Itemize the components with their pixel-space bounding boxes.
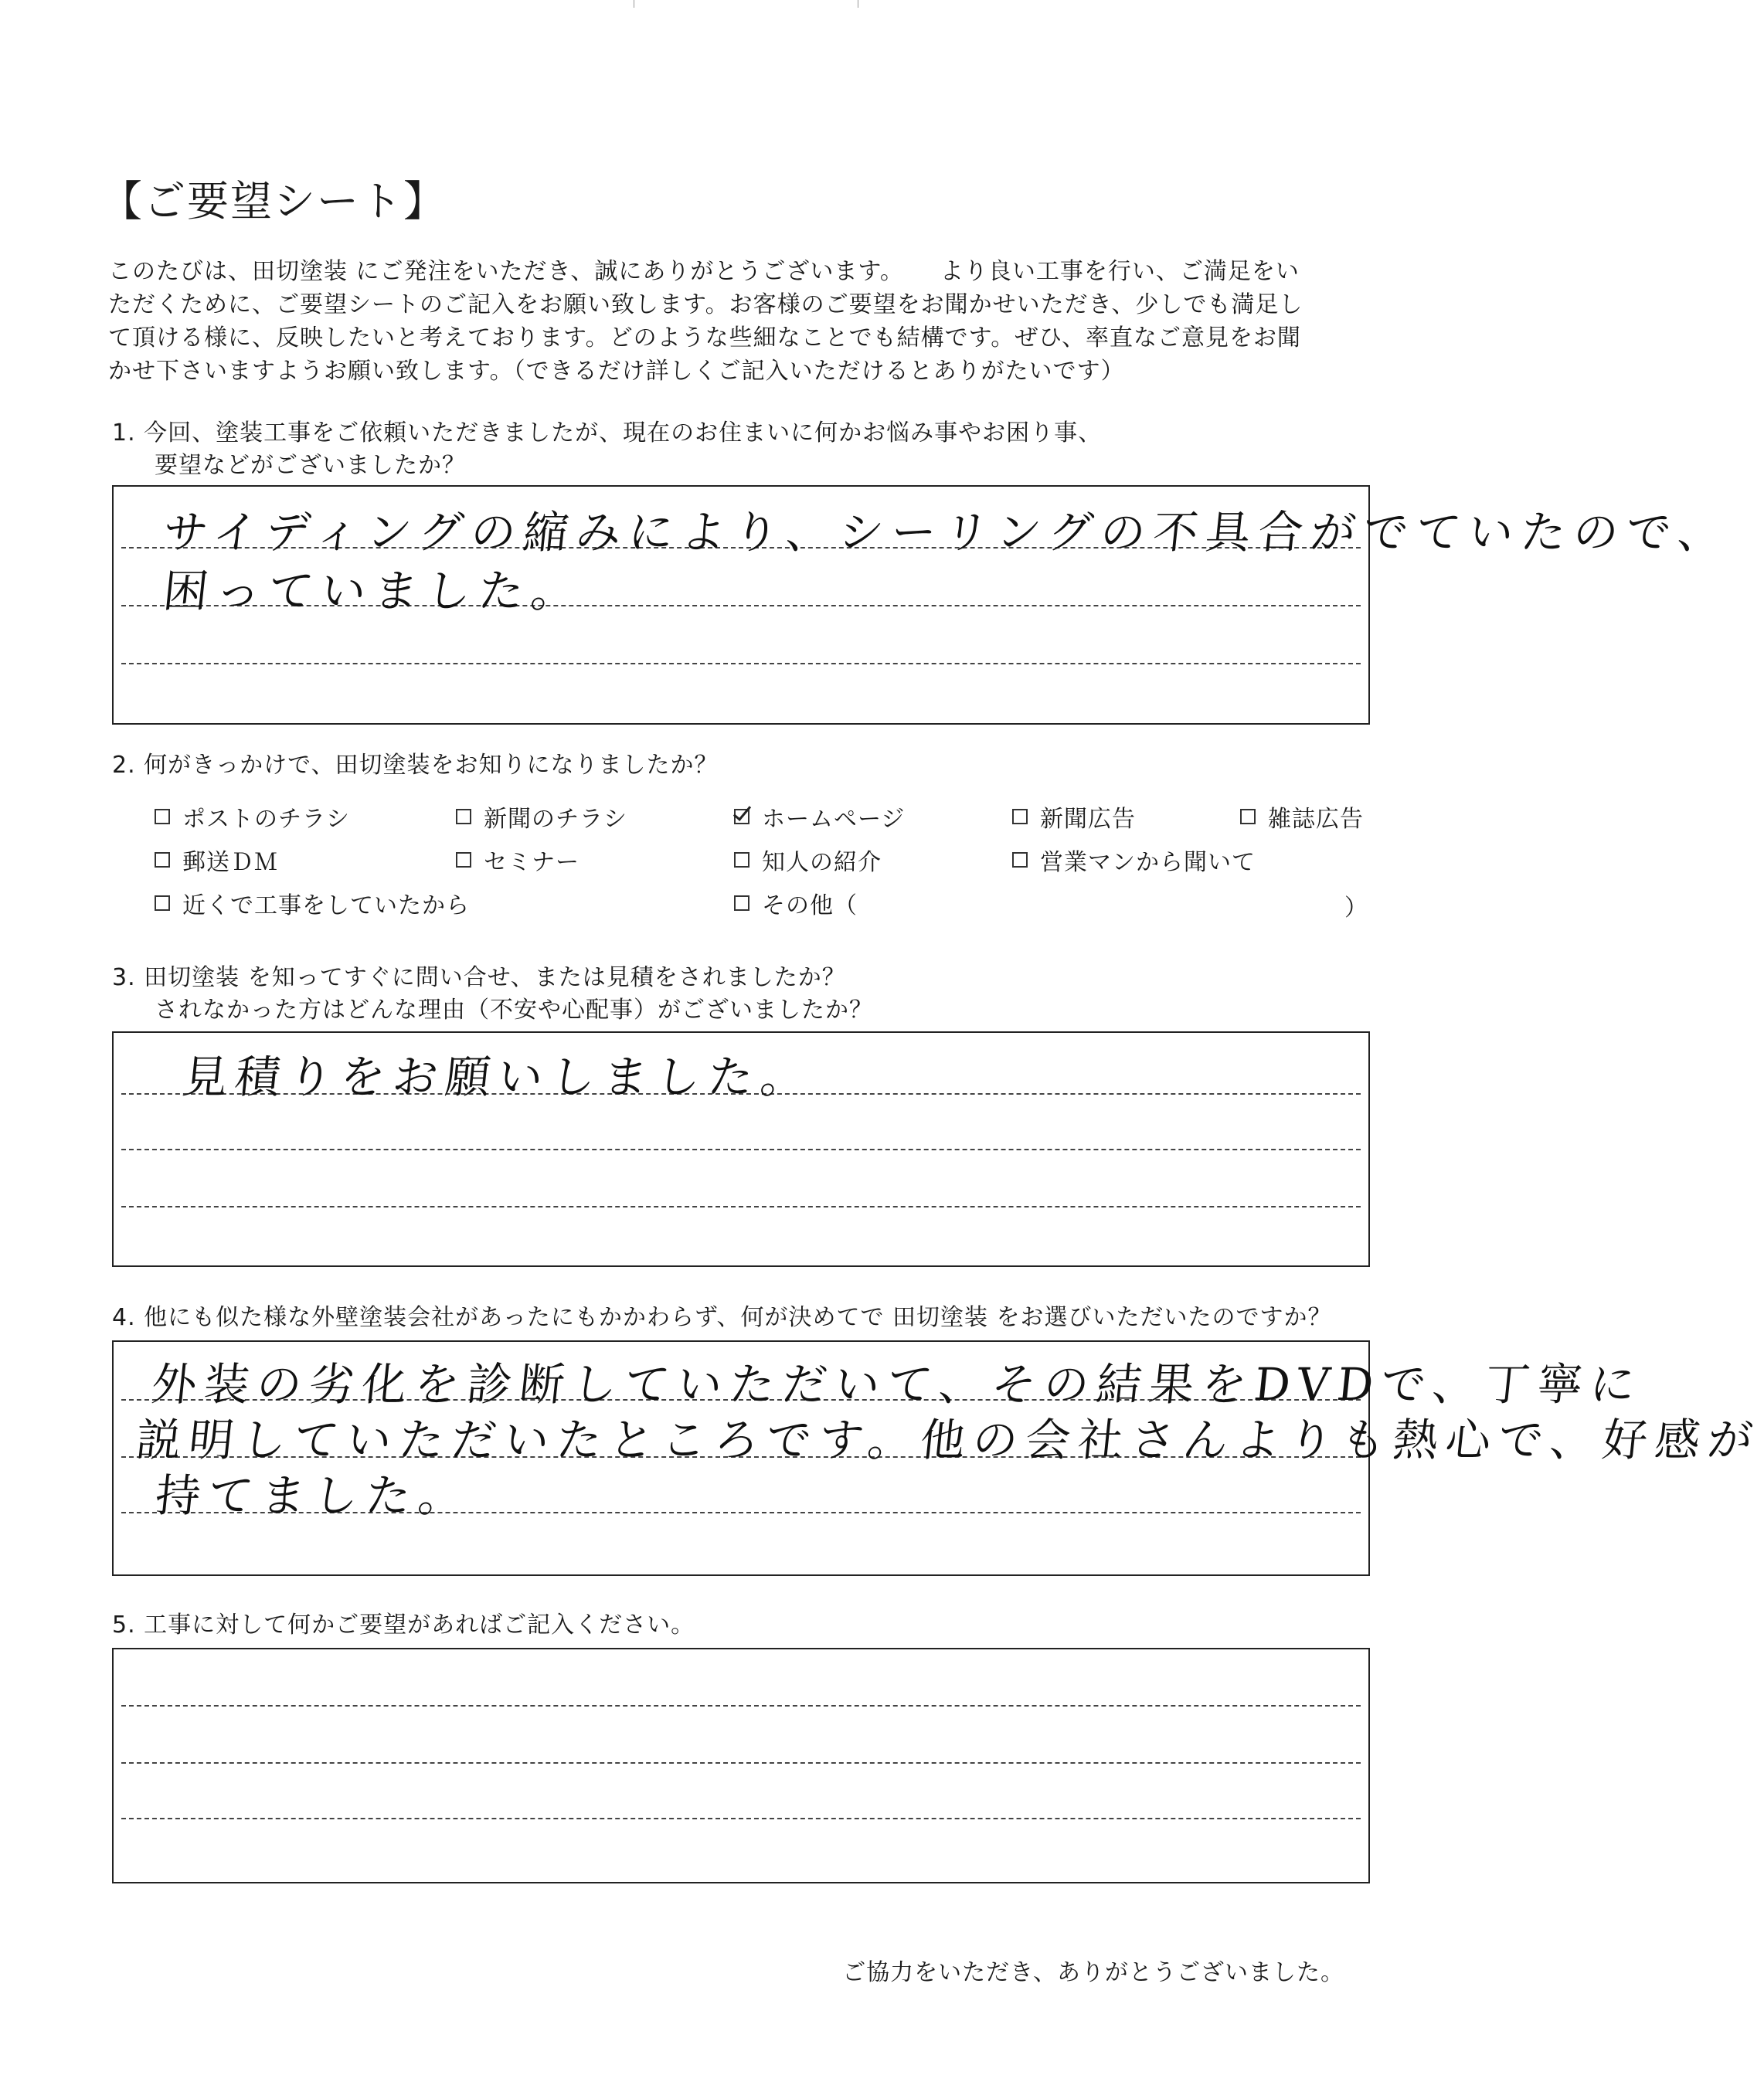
ruled-line (121, 1762, 1361, 1764)
answer-box-1[interactable] (112, 485, 1733, 725)
question-2 (112, 749, 719, 782)
checkbox[interactable] (155, 852, 170, 868)
checkbox[interactable] (1012, 809, 1028, 824)
question-1-line2: 要望などがございましたか？ (155, 452, 466, 479)
source-options (155, 800, 1391, 931)
ruled-line (121, 1705, 1361, 1707)
question-3-line2: されなかった方はどんな理由（不安や心配事）がございましたか？ (155, 997, 873, 1024)
intro-line: ただくために、ご要望シートのご記入をお願い致します。お客様のご要望をお聞かせいただき、少しでも満足し (108, 291, 1303, 318)
option-referral[interactable]: 知人の紹介 (734, 843, 882, 877)
handwritten-answer: 外装の劣化を診断していただいて、その結果をDVDで、丁寧に (148, 1358, 1646, 1411)
question-2-line1: 2. 何がきっかけで、田切塗装をお知りになりましたか？ (112, 752, 719, 779)
checkbox[interactable] (456, 852, 471, 868)
option-direct-mail[interactable]: 郵送ＤＭ (155, 843, 278, 877)
question-3 (112, 962, 873, 1027)
handwritten-answer: サイディングの縮みにより、シーリングの不具合がでていたので、 (160, 506, 1733, 559)
intro-line: このたびは、田切塗装 にご発注をいただき、誠にありがとうございます。 より良い工事を行い、ご満足をい (108, 258, 1300, 285)
answer-box-4[interactable] (112, 1340, 1763, 1576)
option-newspaper-flyer[interactable]: 新聞のチラシ (456, 800, 627, 834)
sheet-title: 【ご要望シート】 (100, 177, 447, 226)
handwritten-answer: 困っていました。 (160, 565, 587, 617)
option-salesperson[interactable]: 営業マンから聞いて (1012, 843, 1256, 877)
question-3-line1: 3. 田切塗装 を知ってすぐに問い合せ、または見積をされましたか？ (112, 964, 846, 991)
handwritten-answer: 持てました。 (152, 1469, 474, 1522)
handwritten-answer: 説明していただいたところです。他の会社さんよりも熱心で、好感が (133, 1414, 1763, 1466)
option-newspaper-ad[interactable]: 新聞広告 (1012, 800, 1136, 834)
option-other[interactable]: その他（ (734, 886, 858, 920)
option-homepage[interactable]: ホームページ (734, 800, 905, 834)
checkbox[interactable] (155, 809, 170, 824)
closing-thanks: ご協力をいただき、ありがとうございました。 (842, 1959, 1344, 1986)
answer-box-3[interactable] (112, 1031, 1370, 1267)
checkbox[interactable] (734, 852, 749, 868)
checkbox[interactable] (155, 895, 170, 911)
option-post-flyer[interactable]: ポストのチラシ (155, 800, 350, 834)
ruled-line (121, 1818, 1361, 1819)
question-5-line1: 5. 工事に対して何かご要望があればご記入ください。 (112, 1612, 695, 1639)
ruled-line (121, 663, 1361, 664)
checkbox-checked[interactable] (734, 809, 749, 824)
checkbox[interactable] (1240, 809, 1256, 824)
intro-line: て頂ける様に、反映したいと考えております。どのような些細なことでも結構です。ぜひ、率直なご意見をお聞 (108, 324, 1301, 352)
answer-box-5[interactable] (112, 1648, 1370, 1883)
option-magazine-ad[interactable]: 雑誌広告 (1240, 800, 1364, 834)
checkbox[interactable] (1012, 852, 1028, 868)
other-paren-close: ） (1344, 895, 1368, 922)
question-1-line1: 1. 今回、塗装工事をご依頼いただきましたが、現在のお住まいに何かお悩み事やお困り事、 (112, 419, 1103, 447)
handwritten-answer: 見積りをお願いしました。 (179, 1051, 817, 1103)
option-nearby-work[interactable]: 近くで工事をしていたから (155, 886, 470, 920)
checkbox[interactable] (734, 895, 749, 911)
question-4 (112, 1302, 1332, 1334)
intro-line: かせ下さいますようお願い致します。（できるだけ詳しくご記入いただけるとありがたいです） (108, 358, 1125, 385)
question-4-line1: 4. 他にも似た様な外壁塗装会社があったにもかかわらず、何が決めてで 田切塗装 をお選びいただいたのですか？ (112, 1304, 1332, 1331)
question-1 (112, 417, 1102, 482)
option-seminar[interactable]: セミナー (456, 843, 580, 877)
checkbox[interactable] (456, 809, 471, 824)
question-5 (112, 1609, 695, 1642)
intro-paragraph (108, 255, 1375, 388)
ruled-line (121, 1149, 1361, 1150)
ruled-line (121, 1206, 1361, 1207)
